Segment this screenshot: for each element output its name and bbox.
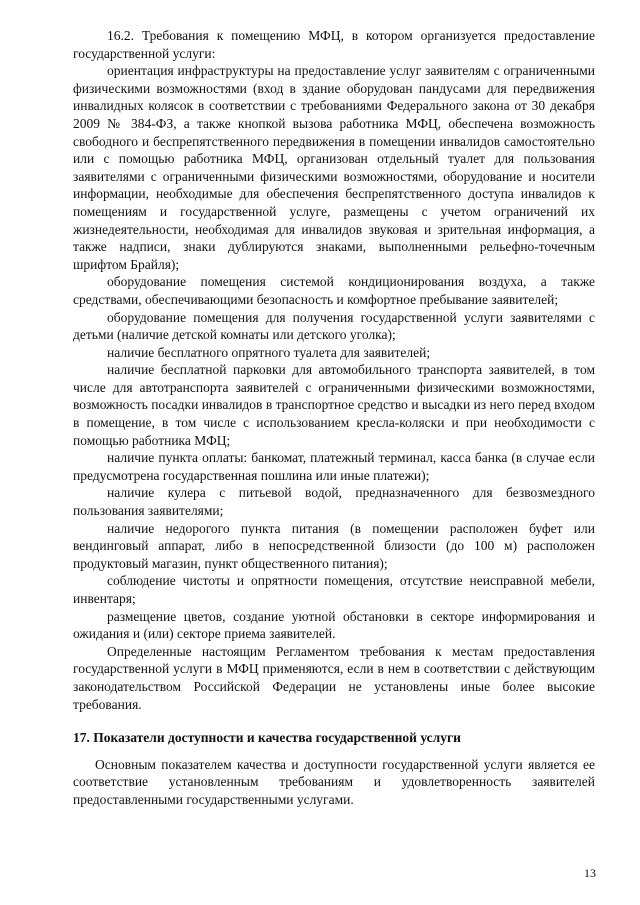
paragraph-requirements: Определенные настоящим Регламентом требования к местам предоставления государственной услуги в МФЦ применяются, если в нем в соответствии с действующим законодательством Российской Федерации не установлены иные более высокие требования. [73,643,595,712]
paragraph-payment-point: наличие пункта оплаты: банкомат, платежный терминал, касса банка (в случае если предусмотрена государственная пошлина или иные платежи); [73,450,595,483]
paragraph-quality: Основным показателем качества и доступности государственной услуги является ее соответствие установленным требованиям и удовлетворенность заявителей предоставленными государственными услугами. [73,756,595,807]
paragraph-flowers: размещение цветов, создание уютной обстановки в секторе информирования и ожидания и (или) секторе приема заявителей. [73,608,595,642]
paragraph-parking: наличие бесплатной парковки для автомобильного транспорта заявителей, в том числе для автотранспорта заявителей с ограниченными физическими возможностями, возможность посадки инвалидов в транспортное средство и высадки из него перед входом в помещение, в том числе с использованием кресла-коляски и при необходимости с помощью работника МФЦ; [73,362,595,448]
document-body [73,27,595,809]
paragraph-children-room: оборудование помещения для получения государственной услуги заявителями с детьми (наличие детской комнаты или детского уголка); [73,309,595,343]
paragraph-16-2: 16.2. Требования к помещению МФЦ, в котором организуется предоставление государственной услуги: [73,28,595,61]
section-heading: 17. Показатели доступности и качества государственной услуги [73,730,461,746]
paragraph-accessibility: ориентация инфраструктуры на предоставление услуг заявителям с ограниченными физическими возможностями (вход в здание оборудован пандусами для передвижения инвалидных колясок в соответствии с требованиями Федерального закона от 30 декабря 2009 № 384-ФЗ, а также кнопкой вызова работника МФЦ, обеспечена возможность свободного и беспрепятственного передвижения в помещении инвалидов самостоятельно или с помощью работника МФЦ, организован отдельный туалет для пользования заявителями с ограниченными физическими возможностями, оборудование и носители информации, необходимые для обеспечения беспрепятственного доступа инвалидов к помещениям и государственной услуге, размещены с учетом ограничений их жизнедеятельности, необходимая для инвалидов звуковая и зрительная информация, а также надписи, знаки дублируются знаками, выполненными рельефно-точечным шрифтом Брайля); [73,63,595,272]
paragraph-cleanliness: соблюдение чистоты и опрятности помещения, отсутствие неисправной мебели, инвентаря; [73,573,595,606]
paragraph-toilet: наличие бесплатного опрятного туалета для заявителей; [107,344,431,360]
page-number: 13 [584,866,596,880]
paragraph-food-point: наличие недорогого пункта питания (в помещении расположен буфет или вендинговый аппарат, либо в непосредственной близости (до 100 м) расположен продуктовый магазин, пункт общественного питания); [73,520,595,571]
paragraph-water-cooler: наличие кулера с питьевой водой, предназначенного для безвозмездного пользования заявителями; [73,485,595,519]
paragraph-air-conditioning: оборудование помещения системой кондиционирования воздуха, а также средствами, обеспечивающими безопасность и комфортное пребывание заявителей; [73,274,595,307]
